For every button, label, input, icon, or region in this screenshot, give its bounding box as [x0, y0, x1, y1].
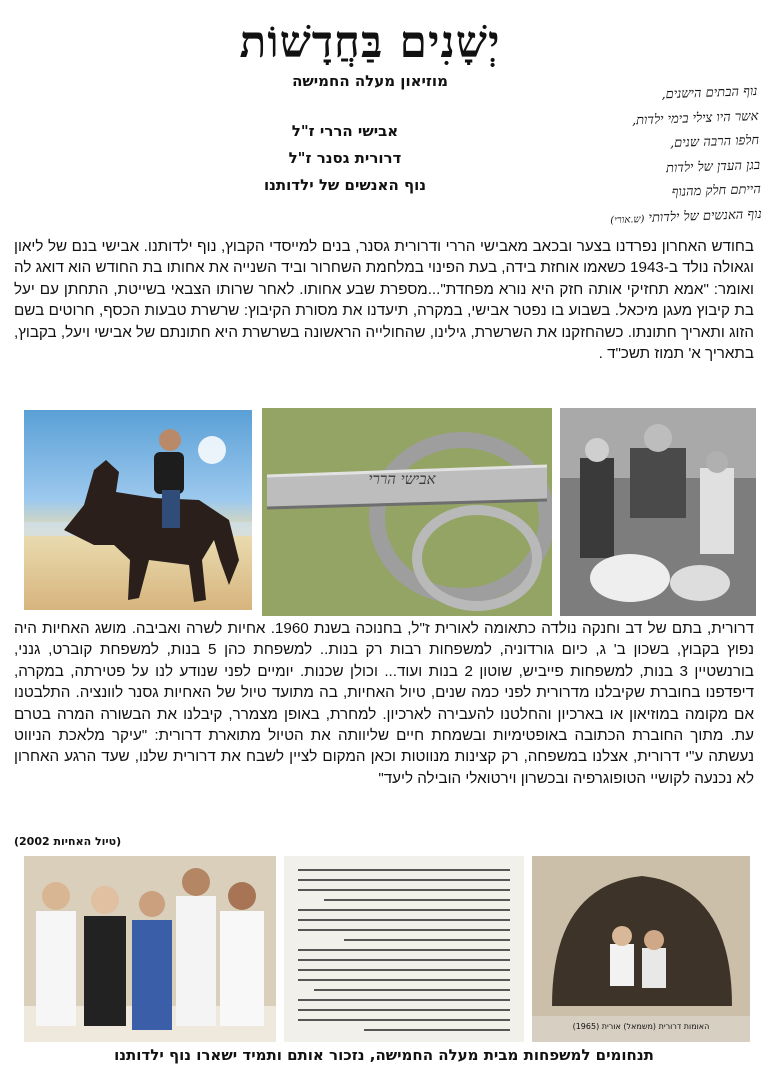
poem-line: חלפו הרבה שנים, [669, 132, 760, 152]
photo-sisters [24, 856, 276, 1042]
paragraph-drorit: דרורית, בתם של דב וחנקה נולדה כתאומה לאורית ז"ל, בחנוכה בשנת 1960. אחיות לשרה ואביבה. מושג האחיות היה נפוץ בקבוץ, בשכון ב' ג, כיום גורדוניה, למשפחות רבות רק בנות.. למשפחת כהן 5 בנות, למשפחת קוברט, גנני, בורנשטיין 3 בנות, למשפחות פייביש, שוטון 2 בנות ועוד... וכולן שכנות. יומיים לפני שנודע לנו על פטירתה, במקרה, דיפדפנו בחוברת שקיבלנו מדרורית לפני כמה שנים, טיול האחיות, בה מתועד טיול של האחיות גסנר לוונציה. התלבטנו אם מקומה במוזיאון או בארכיון והחלטנו להעבירה לארכיון. למחרת, באופן מצמרר, קיבלנו את הבשורה המרה בטרם עת. מתוך החוברת הכתובה באופטימיות ובשמחת חיים שליוותה את הטיול מתוארת דרורית: "עיקר מלאכת הניווט נעשתה ע"י דרורית, אצלנו במשפחה, רק קצינות מנווטות וכאן המקום לציין לשבח את דרורית שלנו, שעד הרגע האחרון לא נכנעה לקושיי הטופוגרפיה ובכשרון וירטואלי הובילה ליעד" [14, 620, 754, 787]
photo-horse-rider [24, 410, 252, 610]
photo-booklet-page [284, 856, 524, 1042]
horse-rider-illustration [24, 410, 252, 610]
photo-family-bw [560, 408, 756, 616]
ring-chain-illustration [262, 408, 552, 616]
poem-line: הייתם חלק מהנוף [671, 181, 762, 201]
footer-condolence: תנחומים למשפחות מבית מעלה החמישה, נזכור אותם ותמיד ישארו נוף ילדותנו [114, 1046, 654, 1064]
poem-line: בגן העדן של ילדות [665, 157, 761, 176]
memorial-names [215, 118, 475, 199]
photo-twins-cave [532, 856, 750, 1042]
ring-engraving: אבישי הררי [368, 470, 436, 488]
family-illustration [560, 408, 756, 616]
poem-line: אשר היו צילי בימי ילדות, [631, 108, 759, 128]
trip-caption: (טיול האחיות 2002) [14, 835, 122, 848]
sisters-illustration [24, 856, 276, 1042]
page-title: יְשָׁנִים בַּחֲדָשׁוֹת [239, 17, 501, 68]
twins-cave-illustration [532, 856, 750, 1016]
name-drorit: דרורית גסנר ז"ל [288, 149, 402, 167]
booklet-text-illustration [284, 856, 524, 1042]
photo-silver-ring [262, 408, 552, 616]
paragraph-avishai: בחודש האחרון נפרדנו בצער ובכאב מאבישי הררי ודרורית גסנר, בנים למייסדי הקבוץ, נוף ילדותנו. אבישי בנם של ליאון וגאולה נולד ב-1943 כשאמו אוחזת בידה, בעת הפינוי במלחמת השחרור וביד השנייה את אחותו בת החודש הוא דואג לה ואומר: "אמא תחזיקי אותה חזק היא נורא מפחדת"...מספרת שבע אחותו. לאחר שרותו הצבאי בשייטת, התחתן עם יעל בת קיבוץ מעגן מיכאל. בשבוע בו נפטר אבישי, במקרה, תיעדנו את מסורת הקיבוץ: שרשרת טבעות הכסף, חרוטים בשם הזוג ותאריך חתונתו. כשהחזקנו את השרשרת, גילינו, שהחולייה הראשונה בשרשרת היא חתונתם של אבישי ויעל, בקבוץ, בתאריך א' תמוז תשכ"ד . [14, 238, 754, 363]
names-tagline: נוף האנשים של ילדותנו [263, 176, 427, 194]
poem-line: נוף האנשים של ילדותי [648, 206, 762, 226]
cave-caption: האומות דרורית (משמאל) אורית (1965) [572, 1022, 710, 1031]
page-subtitle: מוזיאון מעלה החמישה [292, 72, 448, 90]
name-avishai: אבישי הררי ז"ל [291, 122, 399, 140]
handwritten-poem [515, 80, 762, 236]
poem-signature: (ש.אורי) [610, 213, 645, 226]
poem-line: נוף הבתים הישנים, [661, 83, 758, 103]
